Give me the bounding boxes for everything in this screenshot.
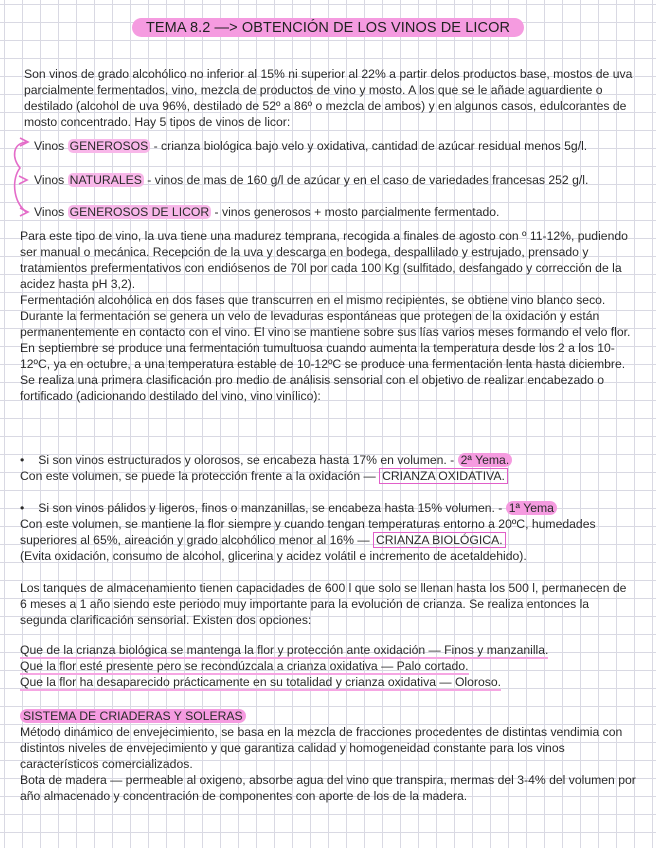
option-result: Palo cortado. (396, 659, 469, 673)
bullet-line: Con este volumen, se mantiene la flor siempre y cuando tengan temperaturas entorno a 20ºC, humedades superiores al 65%, aireación y grado alcohólico menor al 16% — (20, 517, 596, 547)
intro-paragraph: Son vinos de grado alcohólico no inferior al 15% ni superior al 22% a partir delos productos base, mostos de uva parcialmente fermentados, vino, mezcla de productos de vino y mosto. A los que se le añade aguardiente o destilado (alcohol de uva 96%, destilado de 52º a 86º o mezcla de ambos) y en algunos casos, edulcorantes de mosto concentrado. Hay 5 tipos de vinos de licor: (24, 67, 633, 129)
type-item (34, 172, 646, 188)
option-text: Que la flor esté presente pero se recondúzcala a crianza oxidativa — (20, 659, 397, 673)
type-name: GENEROSOS (69, 139, 149, 153)
page-title: TEMA 8.2 —> OBTENCIÓN DE LOS VINOS DE LICOR (132, 18, 524, 37)
yema-tag: 2ª Yema. (458, 453, 513, 467)
type-desc: - vinos de mas de 160 g/l de azúcar y en el caso de variedades francesas 252 g/l. (143, 173, 589, 187)
yema-tag: 1ª Yema (506, 501, 557, 515)
title-wrap (0, 18, 656, 37)
section-heading: SISTEMA DE CRIADERAS Y SOLERAS (20, 709, 246, 723)
bullet-oxidative (20, 452, 636, 484)
type-item (34, 204, 646, 220)
type-desc: - vinos generosos + mosto parcialmente fermentado. (211, 205, 500, 219)
type-name: GENEROSOS DE LICOR (69, 205, 210, 219)
option-result: Oloroso. (454, 675, 501, 689)
option-item (20, 658, 636, 674)
process-paragraph-4: Se realiza una primera clasificación pro medio de análisis sensorial con el objetivo de realizar encabezado o fortificado (adicionando destilado del vino, vino vinílico): (20, 373, 604, 403)
tanks-paragraph: Los tanques de almacenamiento tienen capacidades de 600 l que solo se llenan hasta los 500 l, permanecen de 6 meses a 1 año siendo este periodo muy importante para la evolución de crianza. Se realiza entonces la segunda clarificación sensorial. Existen dos opciones: (20, 581, 627, 627)
solera-section (20, 708, 636, 804)
bullet-note: (Evita oxidación, consumo de alcohol, glicerina y acidez volátil e incremento de acetaldehido). (20, 549, 527, 563)
process-paragraph-1: Para este tipo de vino, la uva tiene una madurez temprana, recogida a finales de agosto con º 11-12%, pudiendo ser manual o mecánica. Recepción de la uva y descarga en bodega, despallilado y estrujado, prensado y tratamientos prefermentativos con endiósenos de 70l por cada 100 Kg (sulfitado, desfangado y corrección de la acidez hasta pH 3,2). (20, 229, 628, 291)
option-text: Que de la crianza biológica se mantenga la flor y protección ante oxidación — (20, 643, 445, 657)
bracket-arrows-icon (6, 128, 36, 218)
crianza-box: CRIANZA BIOLÓGICA. (373, 532, 506, 548)
type-prefix: Vinos (34, 173, 68, 187)
solera-paragraph-2: Bota de madera — permeable al oxigeno, absorbe agua del vino que transpira, mermas del 3-4% del volumen por año almacenado y concentración de componentes con aporte de los de la madera. (20, 773, 636, 803)
bullet-marker: • (20, 453, 25, 467)
option-item (20, 674, 636, 690)
solera-paragraph-1: Método dinámico de envejecimiento, se basa en la mezcla de fracciones procedentes de distintas vendimia con distintos niveles de envejecimiento y que garantiza calidad y homogeneidad constante para los vinos característicos comercializados. (20, 725, 623, 771)
bullet-text: Si son vinos pálidos y ligeros, finos o manzanillas, se encabeza hasta 15% volumen. - (38, 501, 506, 515)
process-paragraph-2: Fermentación alcohólica en dos fases que transcurren en el mismo recipientes, se obtiene vino blanco seco. (20, 293, 606, 307)
option-text: Que la flor ha desaparecido prácticamente en su totalidad y crianza oxidativa — (20, 675, 455, 689)
process-paragraph-3: Durante la fermentación se genera un velo de levaduras espontáneas que protegen de la oxidación y están permanentemente en contacto con el vino. El vino se mantiene sobre sus lías varios meses formando el velo flor. En septiembre se produce una fermentación tumultuosa cuando aumenta la temperatura desde los 2 a los 10-12ºC, ya en octubre, a una temperatura estable de 10-12ºC se produce una fermentación lenta hasta diciembre. (20, 309, 631, 371)
options-list (20, 642, 636, 690)
type-prefix: Vinos (34, 139, 68, 153)
crianza-box: CRIANZA OXIDATIVA. (379, 468, 508, 484)
process-block (20, 228, 636, 404)
type-name: NATURALES (69, 173, 142, 187)
option-item (20, 642, 636, 658)
bullet-biological (20, 500, 636, 564)
bullet-text: Si son vinos estructurados y olorosos, se encabeza hasta 17% en volumen. - (38, 453, 458, 467)
bullet-marker: • (20, 501, 25, 515)
type-desc: - crianza biológica bajo velo y oxidativa, cantidad de azúcar residual menos 5g/l. (150, 139, 588, 153)
type-prefix: Vinos (34, 205, 68, 219)
option-result: Finos y manzanilla. (444, 643, 549, 657)
type-item (34, 138, 646, 154)
bullet-line: Con este volumen, se puede la protección frente a la oxidación — (20, 469, 380, 483)
